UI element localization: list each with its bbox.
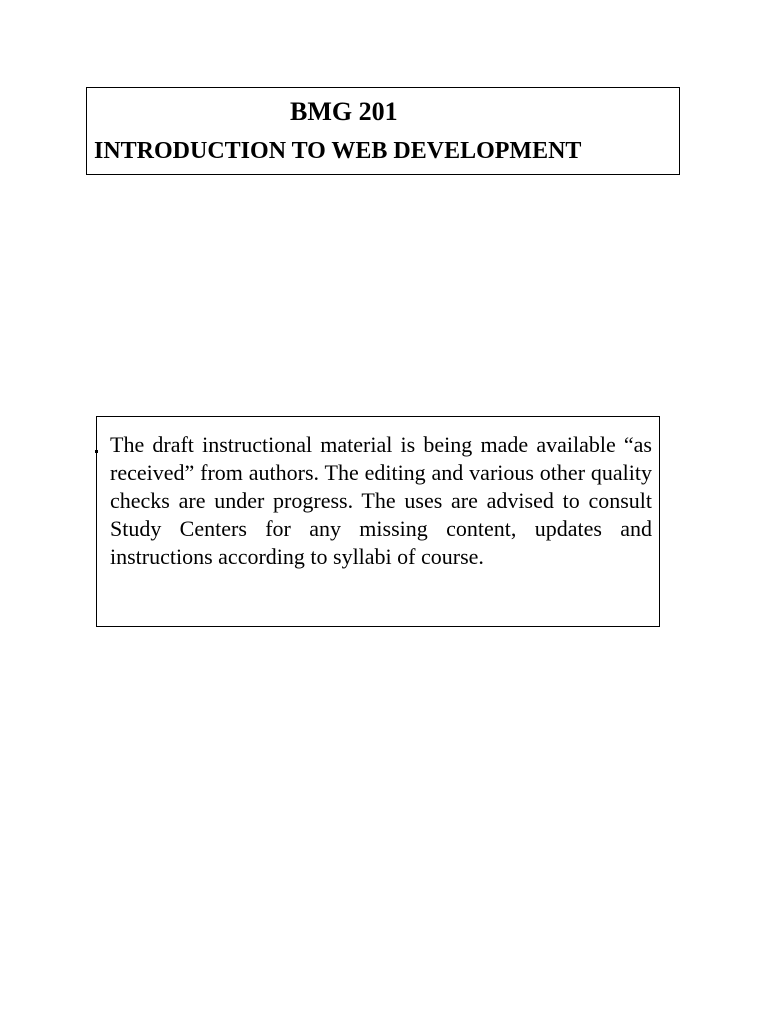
course-code: BMG 201 (290, 97, 398, 126)
disclaimer-text: The draft instructional material is being made available “as received” from authors. The editing and various other quality checks are under progress. The uses are advised to consult Study Centers for any missing content, updates and instructions according to syllabi of course. (110, 432, 652, 569)
course-title-box (86, 87, 680, 175)
course-title: INTRODUCTION TO WEB DEVELOPMENT (94, 138, 582, 164)
disclaimer-notice-box (96, 416, 660, 627)
bullet-mark (95, 450, 98, 453)
